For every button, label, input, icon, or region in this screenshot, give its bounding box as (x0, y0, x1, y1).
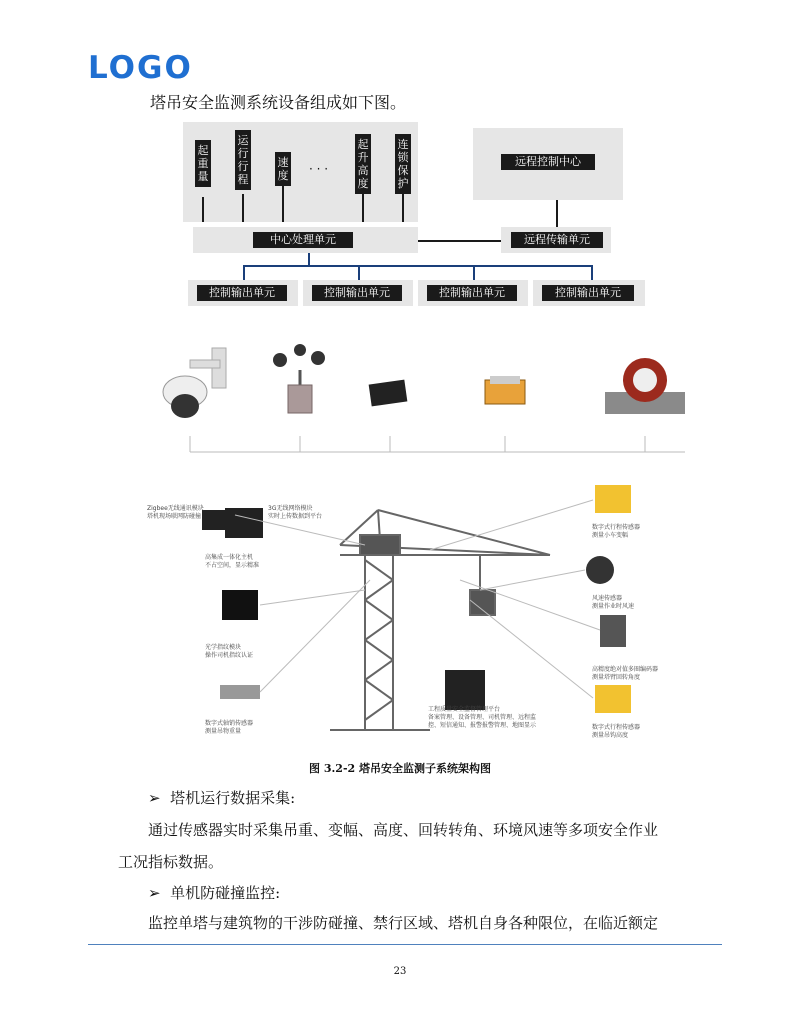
wind-sensor-icon (586, 556, 614, 584)
sensor-ellipsis: · · · (309, 162, 329, 176)
cpu-unit: 中心处理单元 (253, 232, 353, 248)
dome-camera-icon (163, 348, 226, 418)
label-host: 高集成一体化主机 不占空间，显示精准 (205, 554, 260, 569)
trolley-sensor-icon (595, 485, 631, 513)
sensor-height: 起升高度 (355, 134, 371, 194)
sensor-travel: 运行行程 (235, 130, 251, 190)
device-row (150, 340, 710, 465)
axle-sensor-icon (220, 685, 260, 699)
remote-tx-unit: 远程传输单元 (511, 232, 603, 248)
logo: LOGO (88, 50, 193, 86)
bullet-data-collection (148, 787, 295, 808)
remote-center: 远程控制中心 (501, 154, 595, 170)
main-unit-icon (225, 508, 263, 538)
tower-crane-diagram (130, 480, 690, 750)
footer-rule (88, 944, 722, 945)
sensor-speed: 速度 (275, 152, 291, 186)
arrow-bullet-icon: ➢ (148, 789, 171, 807)
sensor-load: 起重量 (195, 140, 211, 187)
label-platform: 工程质量安全监督管理平台 备案管理、设备管理、司机管理、远程监 控、短信通知、报警报警管理、地图显示 (428, 706, 537, 729)
label-encoder: 高精度绝对值多圈编码器 测量塔臂回转角度 (592, 666, 659, 681)
label-trolley: 数字式行程传感器 测量小车变幅 (592, 524, 641, 539)
sensor-interlock: 连锁保护 (395, 134, 411, 194)
fingerprint-reader-icon (222, 590, 258, 620)
bullet-text: 单机防碰撞监控: (170, 884, 281, 902)
output-unit-1: 控制输出单元 (197, 285, 287, 301)
arrow-bullet-icon: ➢ (148, 884, 171, 902)
output-unit-3: 控制输出单元 (427, 285, 517, 301)
axle-pin-sensor-icon (605, 358, 685, 414)
figure-caption: 图 3.2-2 塔吊安全监测子系统架构图 (308, 762, 491, 775)
label-3g: 3G无线网络模块 实时上传数据到平台 (268, 505, 323, 520)
page-number: 23 (393, 966, 407, 977)
para2-line1: 监控单塔与建筑物的干涉防碰撞、禁行区域、塔机自身各种限位，在临近额定 (148, 914, 659, 932)
anemometer-icon (273, 344, 325, 413)
intro-text: 塔吊安全监测系统设备组成如下图。 (150, 93, 407, 112)
bullet-text: 塔机运行数据采集: (170, 789, 296, 807)
output-unit-4: 控制输出单元 (542, 285, 634, 301)
label-zigbee: Zigbee无线通讯模块 塔机现场联网防碰撞 (147, 505, 204, 520)
label-axle: 数字式轴销传感器 测量吊物重量 (205, 720, 254, 735)
label-wind: 风速传感器 测量作业时风速 (592, 595, 635, 610)
label-fingerprint: 光学指纹模块 操作司机指纹认证 (205, 644, 254, 659)
sensor-panel (183, 122, 418, 222)
height-sensor-icon (595, 685, 631, 713)
label-height: 数字式行程传感器 测量吊钩高度 (592, 724, 641, 739)
output-unit-2: 控制输出单元 (312, 285, 402, 301)
encoder-icon (600, 615, 626, 647)
tilt-sensor-icon (369, 380, 408, 407)
platform-server-icon (445, 670, 485, 710)
para1-line2: 工况指标数据。 (118, 853, 224, 871)
para1-line1: 通过传感器实时采集吊重、变幅、高度、回转转角、环境风速等多项安全作业 (148, 821, 659, 839)
bullet-anti-collision (148, 882, 280, 903)
limit-switch-icon (485, 376, 525, 404)
architecture-diagram (183, 122, 648, 317)
